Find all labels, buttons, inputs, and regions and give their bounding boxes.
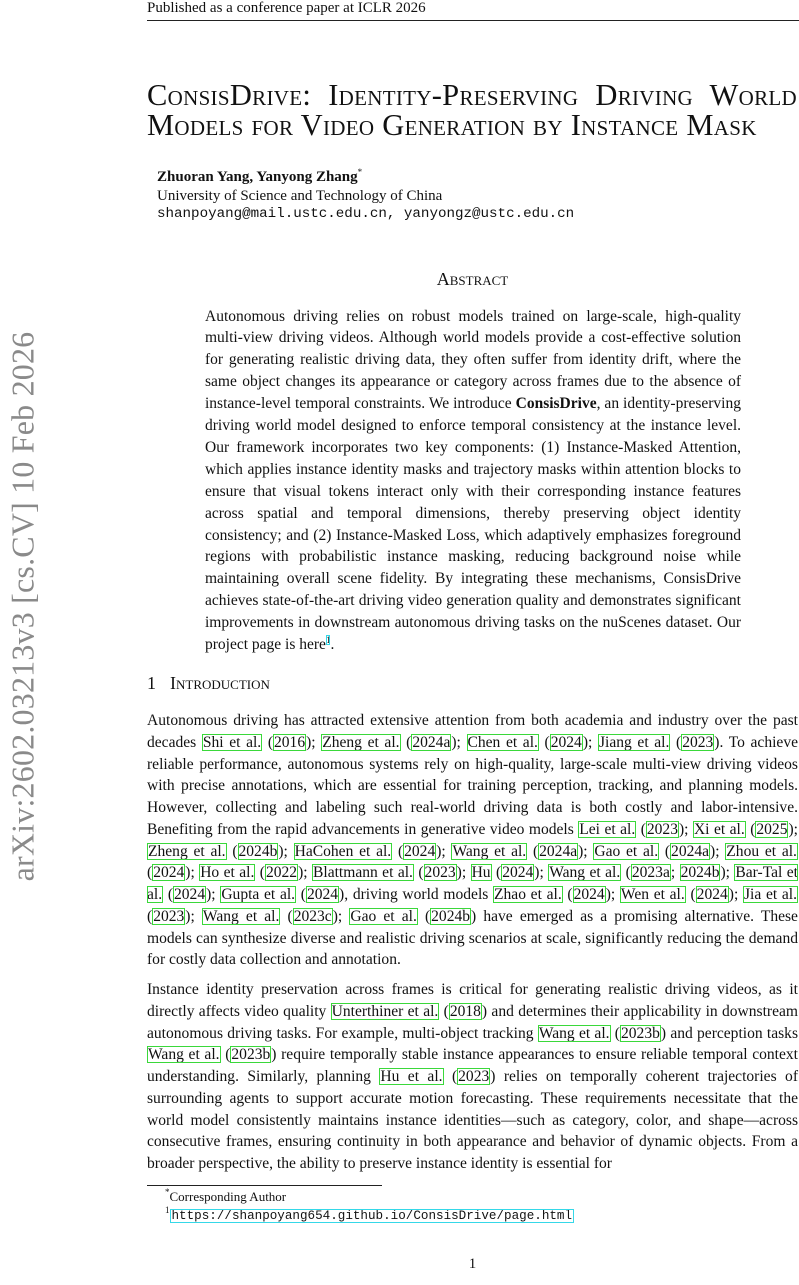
- text-run: (: [538, 733, 550, 751]
- text-run: );: [582, 733, 598, 751]
- citation-link[interactable]: 2023: [682, 733, 714, 751]
- text-run: (: [147, 907, 153, 925]
- text-run: );: [728, 886, 743, 903]
- citation-link[interactable]: 2024: [153, 864, 185, 882]
- citation-link[interactable]: HaCohen et al.: [294, 842, 392, 860]
- citation-link[interactable]: Lei et al.: [579, 820, 636, 838]
- citation-link[interactable]: 2023c: [293, 907, 332, 925]
- citation-link[interactable]: Jia et al.: [743, 886, 797, 903]
- footnote-mark: *: [165, 1186, 170, 1197]
- citation-link[interactable]: Gupta et al.: [221, 886, 296, 903]
- citation-link[interactable]: 2016: [274, 733, 306, 751]
- text-run: );: [605, 886, 620, 903]
- intro-paragraph-2: [147, 979, 798, 1175]
- text-run: (: [413, 864, 424, 882]
- citation-link[interactable]: 2022: [265, 864, 298, 882]
- citation-link[interactable]: 2024: [573, 886, 605, 903]
- text-run: (: [296, 886, 306, 903]
- text-run: ) have emerged as a promising alternative. These models can synthesize diverse and realistic driving scenarios at scale, significantly reducing the demand for costly data collection and annotation.: [147, 907, 798, 969]
- text-run: ), driving world models: [339, 886, 494, 903]
- author-names: Zhuoran Yang, Yanyong Zhang: [157, 169, 358, 185]
- text-run: (: [280, 907, 293, 925]
- text-run: (: [621, 864, 631, 882]
- citation-link[interactable]: 2018: [449, 1002, 481, 1020]
- citation-link[interactable]: Wang et al.: [549, 864, 621, 882]
- text-run: (: [262, 733, 273, 751]
- text-run: Autonomous driving has attracted extensive attention from both academia and industry over the past decades: [147, 712, 798, 751]
- text-run: );: [710, 842, 726, 860]
- running-header: Published as a conference paper at ICLR 2026: [147, 0, 426, 16]
- footnote-mark: 1: [165, 1204, 170, 1215]
- text-run: );: [185, 864, 200, 882]
- text-run: (: [491, 864, 502, 882]
- text-run: );: [436, 842, 452, 860]
- text-run: (: [636, 820, 646, 838]
- citation-link[interactable]: 2023b: [621, 1024, 660, 1042]
- intro-paragraph-1: [147, 710, 798, 971]
- text-run: ) require temporally stable instance appearances to ensure reliable temporal context understanding. Similarly, planning: [147, 1046, 798, 1085]
- section-title: Introduction: [170, 673, 270, 693]
- footnote-rule: [147, 1185, 382, 1186]
- text-run: (: [226, 842, 238, 860]
- citation-link[interactable]: 2024a: [671, 842, 710, 860]
- page-number: 1: [468, 1255, 477, 1272]
- page-column: [147, 0, 798, 1285]
- text-run: (: [443, 1068, 458, 1085]
- abstract-body: [205, 306, 741, 657]
- text-run: );: [206, 886, 221, 903]
- text-run: );: [332, 907, 350, 925]
- text-run: (: [400, 733, 412, 751]
- citation-link[interactable]: Gao et al.: [594, 842, 659, 860]
- citation-link[interactable]: 2024: [306, 886, 339, 903]
- citation-link[interactable]: Zhao et al.: [494, 886, 562, 903]
- citation-link[interactable]: Hu: [471, 864, 491, 882]
- citation-link[interactable]: 2024a: [412, 733, 451, 751]
- citation-link[interactable]: Ho et al.: [200, 864, 255, 882]
- text-run: );: [578, 842, 594, 860]
- citation-link[interactable]: Unterthiner et al.: [331, 1002, 439, 1020]
- citation-link[interactable]: 2023: [424, 864, 456, 882]
- text-run: ) and perception tasks: [660, 1024, 798, 1042]
- text-run: ). To achieve reliable performance, autonomous systems rely on high-quality, large-scale multi-view driving videos with precise annotations, which are essential for training perception, tracking, and planning models. However, collecting and labeling such real-world driving data is both costly and labor-intensive. Benefiting from the rapid advancements in generative video models: [147, 733, 798, 838]
- citation-link[interactable]: Jiang et al.: [598, 733, 670, 751]
- text-run: ) relies on temporally coherent trajectories of surrounding agents to support accurate motion forecasting. These requirements necessitate that the world model consistently maintains instance identities—such as category, color, and shape—across consecutive frames, ensuring continuity in both appearance and behavior of dynamic objects. From a broader perspective, the ability to preserve instance identity is essential for: [147, 1068, 798, 1172]
- citation-link[interactable]: 2025: [756, 820, 788, 838]
- text-run: (: [147, 864, 153, 882]
- citation-link[interactable]: 2024a: [539, 842, 578, 860]
- text-run: ;: [670, 864, 680, 882]
- text-run: .: [330, 636, 335, 654]
- citation-link[interactable]: Wang et al.: [452, 842, 527, 860]
- text-run: , an identity-preserving driving world model designed to enforce temporal consistency at the instance level. Our framework incorporates two key components: (1) Instance-Masked Attention, which applies instance identity masks and trajectory masks within attention blocks to ensure that visual tokens interact only with their corresponding instance features across spatial and temporal dimensions, thereby preserving object identity consistency; and (2) Instance-Masked Loss, which adaptively emphasizes foreground regions with probabilistic instance masking, reducing background noise while maintaining overall scene fidelity. By integrating these mechanisms, ConsisDrive achieves state-of-the-art driving video generation quality and demonstrates significant improvements in downstream autonomous driving tasks on the nuScenes dataset. Our project page is here: [205, 395, 741, 654]
- section-number: 1: [147, 673, 156, 693]
- text-run: Instance identity preservation across frames is critical for generating realistic driving videos, as it directly affects video quality: [147, 981, 798, 1020]
- citation-link[interactable]: Zhou et al.: [726, 842, 797, 860]
- text-run: (: [163, 886, 173, 903]
- citation-link[interactable]: Wang et al.: [538, 1024, 610, 1042]
- text-run: (: [439, 1002, 449, 1020]
- arxiv-identifier-sidebar: arXiv:2602.03213v3 [cs.CV] 10 Feb 2026: [4, 331, 41, 882]
- affiliation: University of Science and Technology of China: [157, 187, 443, 204]
- citation-link[interactable]: 2024: [404, 842, 436, 860]
- footnote-link[interactable]: 1: [325, 635, 331, 646]
- text-run: (: [685, 886, 696, 903]
- citation-link[interactable]: Chen et al.: [467, 733, 538, 751]
- citation-link[interactable]: Blattmann et al.: [313, 864, 413, 882]
- text-run: (: [659, 842, 671, 860]
- citation-link[interactable]: Xi et al.: [693, 820, 745, 838]
- citation-link[interactable]: 2023: [458, 1068, 490, 1085]
- text-run: (: [670, 733, 682, 751]
- text-run: (: [527, 842, 539, 860]
- text-run: );: [451, 733, 467, 751]
- corresponding-mark: *: [357, 167, 363, 177]
- section-heading-introduction: [147, 672, 798, 694]
- citation-link[interactable]: Bar-Tal et al.: [147, 864, 798, 903]
- citation-link[interactable]: Hu et al.: [380, 1068, 443, 1085]
- text-run: (: [417, 907, 431, 925]
- text-run: );: [456, 864, 471, 882]
- citation-link[interactable]: 2023: [646, 820, 678, 838]
- citation-link[interactable]: 2024: [550, 733, 582, 751]
- text-run: ) and determines their applicability in downstream autonomous driving tasks. For example, multi-object tracking: [147, 1002, 798, 1042]
- citation-link[interactable]: 2024b: [431, 907, 471, 925]
- citation-link[interactable]: Wen et al.: [620, 886, 685, 903]
- citation-link[interactable]: Wang et al.: [148, 1046, 220, 1064]
- citation-link[interactable]: 2023a: [631, 864, 670, 882]
- bold-term: ConsisDrive: [515, 395, 597, 413]
- citation-link[interactable]: 2024b: [680, 864, 720, 882]
- text-run: (: [610, 1024, 620, 1042]
- citation-link[interactable]: Zheng et al.: [322, 733, 400, 751]
- citation-link[interactable]: 2023: [153, 907, 185, 925]
- text-run: Autonomous driving relies on robust models trained on large-scale, high-quality multi-view driving videos. Although world models provide a cost-effective solution for generating realistic driving data, they often suffer from identity drift, where the same object changes its appearance or category across frames due to the absence of instance-level temporal constraints. We introduce: [205, 307, 741, 413]
- text-run: (: [220, 1046, 231, 1064]
- text-run: );: [278, 842, 294, 860]
- project-page-link[interactable]: https://shanpoyang654.github.io/ConsisDrive/page.html: [171, 1208, 573, 1223]
- citation-link[interactable]: 2024: [696, 886, 728, 903]
- text-run: );: [678, 820, 693, 838]
- paper-title: ConsisDrive: Identity-Preserving Driving World Models for Video Generation by Instance Mask: [147, 78, 797, 142]
- text-run: (: [255, 864, 265, 882]
- text-run: );: [185, 907, 202, 925]
- abstract-heading: Abstract: [436, 268, 509, 289]
- author-block: [157, 168, 798, 224]
- citation-link[interactable]: 2023b: [231, 1046, 271, 1064]
- citation-link[interactable]: 2024: [174, 886, 206, 903]
- text-run: (: [562, 886, 573, 903]
- citation-link[interactable]: 2024b: [238, 842, 278, 860]
- footnote-corresponding: Corresponding Author: [169, 1188, 287, 1204]
- text-run: (: [392, 842, 404, 860]
- citation-link[interactable]: Shi et al.: [202, 733, 262, 751]
- citation-link[interactable]: Wang et al.: [202, 907, 280, 925]
- text-run: );: [720, 864, 735, 882]
- citation-link[interactable]: 2024: [502, 864, 534, 882]
- text-run: );: [298, 864, 312, 882]
- text-run: );: [534, 864, 549, 882]
- text-run: );: [788, 820, 798, 838]
- footnotes: [165, 1188, 798, 1225]
- citation-link[interactable]: Gao et al.: [350, 907, 417, 925]
- text-run: (: [745, 820, 756, 838]
- citation-link[interactable]: Zheng et al.: [148, 842, 226, 860]
- text-run: );: [306, 733, 322, 751]
- author-emails: shanpoyang@mail.ustc.edu.cn, yanyongz@ustc.edu.cn: [157, 206, 575, 222]
